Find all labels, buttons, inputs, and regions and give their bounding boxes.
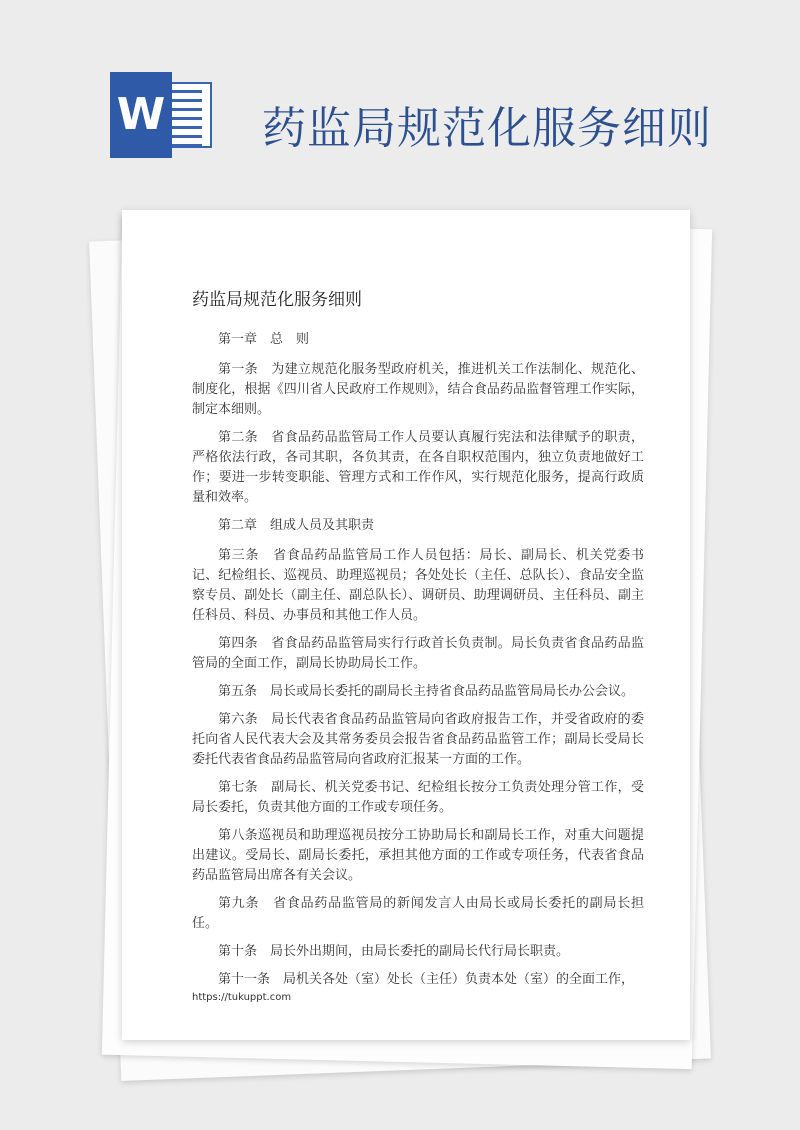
header-banner [0,0,800,200]
article-paragraph: 第五条 局长或局长委托的副局长主持省食品药品监管局局长办公会议。 [218,684,635,699]
document-body [192,330,644,998]
header-title: 药监局规范化服务细则 [262,103,712,154]
article-paragraph: 第十条 局长外出期间，由局长委托的副局长代行局长职责。 [218,944,570,959]
article-paragraph: 第三条 省食品药品监管局工作人员包括：局长、副局长、机关党委书记、纪检组长、巡视员、助理巡视员；各处处长（主任、总队长）、食品安全监察专员、副处长（副主任、副总队长）、调研员、助理调研员、主任科员、副主任科员、科员、办事员和其他工作人员。 [192,548,644,623]
article-paragraph: 第二条 省食品药品监管局工作人员要认真履行宪法和法律赋予的职责，严格依法行政，各司其职，各负其责，在各自职权范围内，独立负责地做好工作；要进一步转变职能、管理方式和工作作风，实行规范化服务，提高行政质量和效率。 [192,430,644,505]
chapter-heading: 第一章 总 则 [218,332,310,347]
article-paragraph: 第七条 副局长、机关党委书记、纪检组长按分工负责处理分管工作，受局长委托，负责其他方面的工作或专项任务。 [192,780,644,815]
chapter-heading: 第二章 组成人员及其职责 [218,518,375,533]
article-paragraph: 第九条 省食品药品监管局的新闻发言人由局长或局长委托的副局长担任。 [192,896,644,931]
word-logo-letter: W [110,72,172,158]
document-page [122,210,690,1040]
document-title: 药监局规范化服务细则 [192,290,362,310]
word-document-icon [110,72,222,158]
article-paragraph: 第四条 省食品药品监管局实行行政首长负责制。局长负责省食品药品监管局的全面工作，副局长协助局长工作。 [192,636,644,671]
article-paragraph: 第六条 局长代表省食品药品监管局向省政府报告工作，并受省政府的委托向省人民代表大会及其常务委员会报告省食品药品监管工作；副局长受局长委托代表省食品药品监管局向省政府汇报某一方面的工作。 [192,712,644,767]
article-paragraph: 第十一条 局机关各处（室）处长（主任）负责本处（室）的全面工作， [218,972,635,987]
article-paragraph: 第一条 为建立规范化服务型政府机关，推进机关工作法制化、规范化、制度化，根据《四川省人民政府工作规则》，结合食品药品监督管理工作实际，制定本细则。 [192,362,644,417]
article-paragraph: 第八条巡视员和助理巡视员按分工协助局长和副局长工作，对重大问题提出建议。受局长、副局长委托，承担其他方面的工作或专项任务，代表省食品药品监管局出席各有关会议。 [192,828,644,883]
footer-url: https://tukuppt.com [192,992,292,1003]
